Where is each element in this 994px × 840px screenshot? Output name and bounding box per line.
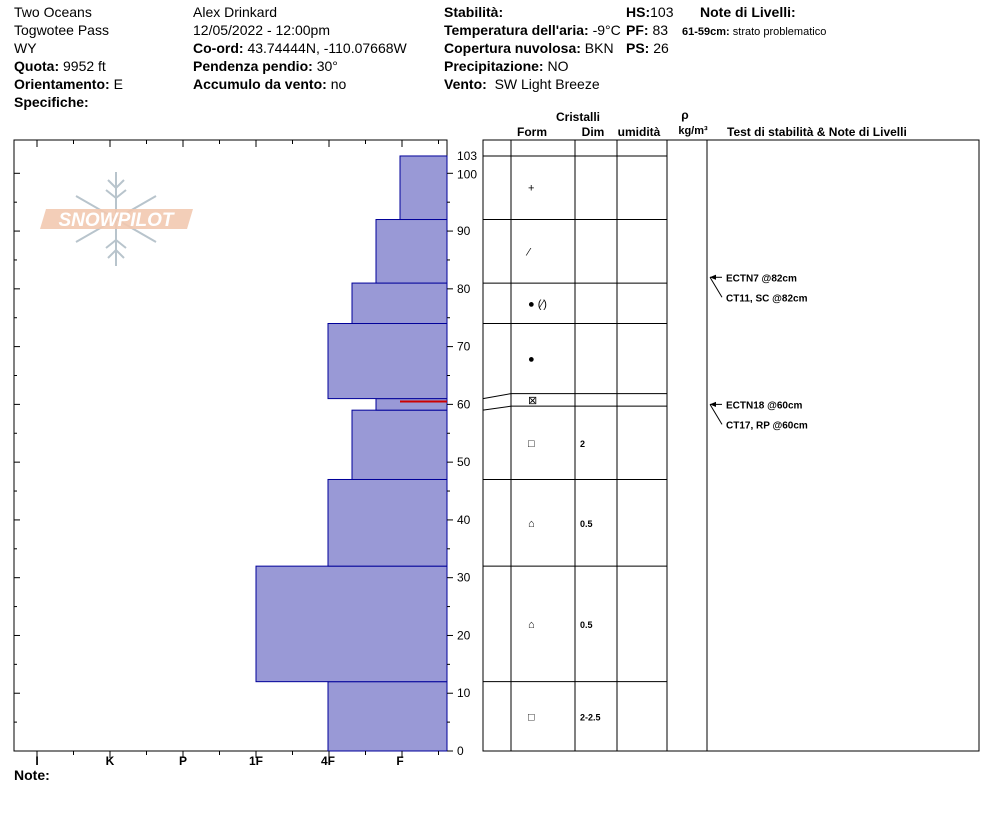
hardness-label: K [105, 754, 115, 768]
connector-line [483, 406, 511, 410]
connector-line [483, 394, 511, 399]
crystal-size: 0.5 [580, 518, 593, 529]
layer-connectors [483, 156, 511, 682]
crystal-form: □ [528, 437, 535, 450]
penetration-foot: PF: 83 [626, 22, 669, 38]
table-header [517, 108, 907, 139]
hardness-bars [256, 156, 447, 751]
hardness-label: P [178, 754, 188, 768]
logo-text: SNOWPILOT [58, 210, 174, 231]
crystal-size: 0.5 [580, 619, 593, 630]
crystal-form: ⁄ [528, 246, 530, 259]
observation-datetime: 12/05/2022 - 12:00pm [193, 22, 330, 38]
height-label: 100 [457, 167, 478, 182]
test-arrow [710, 277, 722, 297]
hardness-axis [35, 754, 403, 768]
table-layer-rows [511, 156, 667, 682]
total-depth: HS:103 [626, 4, 674, 20]
crystal-forms [525, 183, 547, 724]
header-moisture: umidità [617, 125, 661, 139]
test-label: CT17, RP @60cm [726, 420, 808, 432]
header-form: Form [517, 125, 547, 139]
hardness-bar-6 [352, 283, 447, 323]
stability-label: Stabilità: [444, 4, 504, 20]
crystal-table-frame [483, 140, 979, 751]
crystal-form: ● [528, 353, 535, 366]
height-label: 30 [457, 570, 471, 585]
coordinates: Co-ord: 43.74444N, -110.07668W [193, 40, 407, 56]
header-crystals: Cristalli [555, 110, 601, 124]
snowpilot-logo [40, 172, 193, 266]
height-label: 40 [457, 512, 471, 527]
aspect: Orientamento: E [14, 76, 123, 92]
sky-cover: Copertura nuvolosa: BKN [444, 40, 614, 56]
hardness-bar-4 [376, 399, 447, 411]
crystal-size: 2-2.5 [580, 712, 601, 723]
hardness-label: 1F [248, 754, 264, 768]
site-location: Togwotee Pass [14, 22, 109, 38]
header-rho: ρ [681, 108, 689, 122]
height-label: 50 [457, 455, 471, 470]
air-temperature: Temperatura dell'aria: -9°C [444, 22, 621, 38]
hardness-label: 4F [320, 754, 336, 768]
crystal-form: ⌂ [528, 517, 535, 530]
wind-loading: Accumulo da vento: no [193, 76, 347, 92]
height-label: 10 [457, 686, 471, 701]
crystal-sizes [580, 439, 601, 723]
hardness-bar-5 [328, 324, 447, 399]
hardness-bar-0 [328, 682, 447, 751]
slope-angle: Pendenza pendio: 30° [193, 58, 338, 74]
hardness-bar-3 [352, 410, 447, 479]
specifics-label: Specifiche: [14, 94, 89, 110]
crystal-form: ⊠ [528, 394, 538, 407]
height-label: 70 [457, 339, 471, 354]
height-label: 80 [457, 281, 471, 296]
stability-tests [710, 273, 808, 431]
test-label: ECTN7 @82cm [726, 273, 797, 285]
height-label: 103 [457, 148, 478, 163]
notes-label: Note: [14, 767, 50, 783]
height-label: 60 [457, 397, 471, 412]
table-columns [511, 140, 707, 751]
header-dim: Dim [581, 125, 605, 139]
hardness-label: I [35, 754, 39, 768]
crystal-form: □ [528, 711, 535, 724]
precipitation: Precipitazione: NO [444, 58, 569, 74]
penetration-ski: PS: 26 [626, 40, 669, 56]
hardness-bar-1 [256, 566, 447, 682]
height-label: 90 [457, 224, 471, 239]
site-name: Two Oceans [14, 4, 92, 20]
header-tests: Test di stabilità & Note di Livelli [727, 125, 907, 139]
hardness-bar-2 [328, 479, 447, 566]
test-arrow [710, 404, 722, 424]
crystal-form: ● (⁄) [528, 298, 547, 311]
test-label: ECTN18 @60cm [726, 400, 803, 412]
layer-note: 61-59cm: strato problematico [682, 26, 827, 38]
height-axis [457, 149, 477, 758]
test-label: CT11, SC @82cm [726, 293, 808, 305]
crystal-form: ⌂ [528, 618, 535, 631]
hardness-bar-7 [376, 220, 447, 284]
hardness-label: F [396, 754, 404, 768]
observer-name: Alex Drinkard [193, 4, 278, 20]
site-state: WY [14, 40, 37, 56]
height-label: 20 [457, 628, 471, 643]
hardness-bar-8 [400, 156, 447, 220]
crystal-size: 2 [580, 438, 586, 449]
header-density-unit: kg/m³ [678, 125, 708, 137]
wind: Vento: SW Light Breeze [444, 76, 600, 92]
layer-notes-title: Note di Livelli: [700, 4, 796, 20]
crystal-form: + [528, 182, 535, 195]
elevation: Quota: 9952 ft [14, 58, 106, 74]
height-label: 0 [457, 744, 464, 758]
